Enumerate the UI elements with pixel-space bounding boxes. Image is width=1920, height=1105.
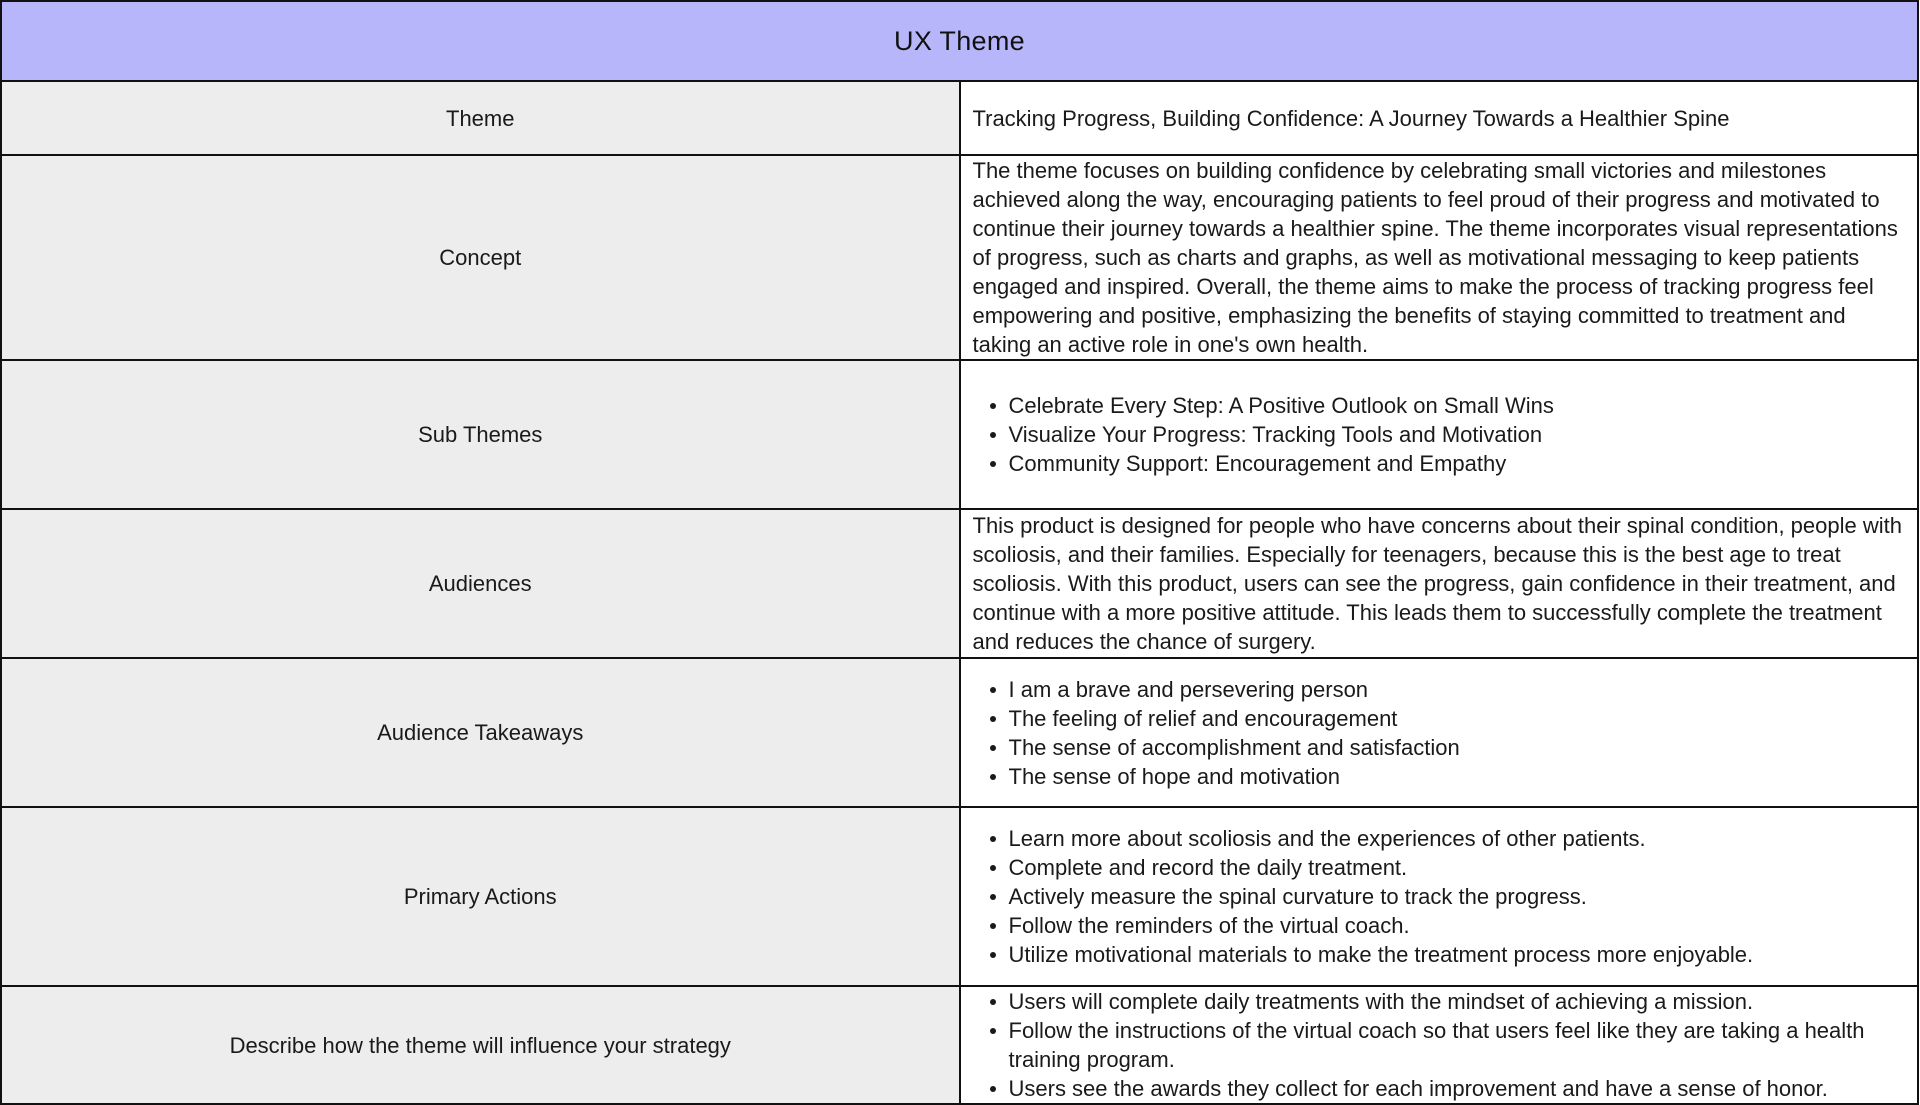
list-item: Users see the awards they collect for each improvement and have a sense of honor.	[997, 1074, 1906, 1103]
row-label-concept: Concept	[1, 155, 960, 360]
row-content-audience-takeaways	[960, 658, 1919, 807]
row-label-audience-takeaways: Audience Takeaways	[1, 658, 960, 807]
sub-themes-list	[973, 391, 1906, 478]
table-row-theme	[1, 81, 1918, 155]
row-label-audiences: Audiences	[1, 509, 960, 658]
row-content-sub-themes	[960, 360, 1919, 509]
list-item: Complete and record the daily treatment.	[997, 853, 1906, 882]
table-row-concept	[1, 155, 1918, 360]
row-content-theme: Tracking Progress, Building Confidence: A Journey Towards a Healthier Spine	[960, 81, 1919, 155]
row-content-primary-actions	[960, 807, 1919, 986]
row-content-strategy	[960, 986, 1919, 1104]
list-item: Learn more about scoliosis and the experiences of other patients.	[997, 824, 1906, 853]
table-row-audience-takeaways	[1, 658, 1918, 807]
list-item: Follow the reminders of the virtual coach.	[997, 911, 1906, 940]
row-label-sub-themes: Sub Themes	[1, 360, 960, 509]
list-item: The feeling of relief and encouragement	[997, 704, 1906, 733]
row-content-concept: The theme focuses on building confidence by celebrating small victories and milestones achieved along the way, encouraging patients to feel proud of their progress and motivated to continue their journey towards a healthier spine. The theme incorporates visual representations of progress, such as charts and graphs, as well as motivational messaging to keep patients engaged and inspired. Overall, the theme aims to make the process of tracking progress feel empowering and positive, emphasizing the benefits of staying committed to treatment and taking an active role in one's own health.	[960, 155, 1919, 360]
list-item: I am a brave and persevering person	[997, 675, 1906, 704]
strategy-list	[973, 987, 1906, 1103]
audience-takeaways-list	[973, 675, 1906, 791]
list-item: Users will complete daily treatments with the mindset of achieving a mission.	[997, 987, 1906, 1016]
table-row-sub-themes	[1, 360, 1918, 509]
list-item: The sense of hope and motivation	[997, 762, 1906, 791]
row-label-theme: Theme	[1, 81, 960, 155]
row-label-primary-actions: Primary Actions	[1, 807, 960, 986]
table-row-audiences	[1, 509, 1918, 658]
primary-actions-list	[973, 824, 1906, 969]
list-item: Celebrate Every Step: A Positive Outlook on Small Wins	[997, 391, 1906, 420]
row-content-audiences: This product is designed for people who have concerns about their spinal condition, people with scoliosis, and their families. Especially for teenagers, because this is the best age to treat scoliosis. With this product, users can see the progress, gain confidence in their treatment, and continue with a more positive attitude. This leads them to successfully complete the treatment and reduces the chance of surgery.	[960, 509, 1919, 658]
table-title: UX Theme	[1, 1, 1918, 81]
row-label-strategy: Describe how the theme will influence your strategy	[1, 986, 960, 1104]
list-item: The sense of accomplishment and satisfaction	[997, 733, 1906, 762]
list-item: Community Support: Encouragement and Empathy	[997, 449, 1906, 478]
table-row-primary-actions	[1, 807, 1918, 986]
table-row-strategy	[1, 986, 1918, 1104]
list-item: Utilize motivational materials to make the treatment process more enjoyable.	[997, 940, 1906, 969]
list-item: Actively measure the spinal curvature to track the progress.	[997, 882, 1906, 911]
list-item: Visualize Your Progress: Tracking Tools and Motivation	[997, 420, 1906, 449]
list-item: Follow the instructions of the virtual coach so that users feel like they are taking a health training program.	[997, 1016, 1906, 1074]
